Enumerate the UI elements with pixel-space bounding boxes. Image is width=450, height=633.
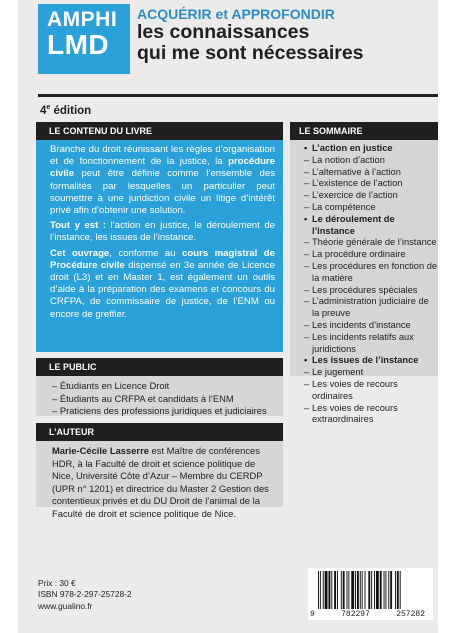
sommaire-item: – Les voies de recours extraordinaires (304, 402, 398, 425)
barcode-bar (351, 571, 354, 609)
author-bio: est Maître de conférences HDR, à la Faculté de droit et science politique de Nice, Université Côte d’Azur – Membre du CERDP (UPR n° 1201) et directrice du Master 2 Gestion des contentieux privés et du DU Droit de l’animal de la Faculté de droit et science politique de Nice. (52, 445, 269, 519)
barcode-bar (395, 571, 396, 609)
barcode-bar (397, 571, 399, 609)
auteur-body (36, 441, 283, 519)
header-subtitle: ACQUÉRIR et APPROFONDIR (137, 6, 335, 22)
sommaire-heading: LE SOMMAIRE (290, 122, 438, 140)
sommaire-item: – La notion d’action (304, 154, 385, 165)
barcode-bar (371, 571, 372, 609)
sommaire-item: – Les incidents relatifs aux juridictions (304, 331, 414, 354)
public-heading: LE PUBLIC (36, 358, 283, 376)
barcode-bar (374, 571, 375, 609)
barcode-bars (308, 568, 433, 610)
edition-label: 4e édition (40, 104, 92, 117)
sommaire-item: – Les incidents d’instance (304, 319, 411, 330)
website-link[interactable]: www.gualino.fr (38, 600, 93, 611)
barcode-digits: 9 782297 257282 (310, 610, 425, 619)
barcode-bar (400, 571, 401, 609)
barcode-bar (355, 571, 356, 609)
barcode-bar (390, 571, 392, 609)
sommaire-item: – L’existence de l’action (304, 178, 403, 189)
brand-line2: LMD (47, 29, 110, 60)
sommaire-item: – Les voies de recours ordinaires (304, 378, 398, 401)
header-title-line2: qui me sont nécessaires (137, 42, 364, 64)
barcode-bar (388, 571, 389, 609)
header-rule (38, 94, 438, 97)
brand-logo (38, 4, 130, 74)
sommaire-item: – L’alternative à l’action (304, 166, 401, 177)
sommaire-item: – Théorie générale de l’instance (304, 237, 437, 248)
back-cover (18, 0, 438, 633)
author-name: Marie-Cécile Lasserre (52, 445, 149, 456)
barcode (308, 568, 433, 620)
sommaire-item: – Les procédures en fonction de la matière (304, 260, 438, 283)
barcode-bar (325, 571, 328, 609)
sommaire-item: – La compétence (304, 201, 376, 212)
footer-info (38, 578, 132, 612)
barcode-bar (357, 571, 359, 609)
contenu-paragraph-3: Cet ouvrage, conforme au cours magistral de Procédure civile dispensé en 3e année de Licence droit (L3) et en Master 1, est également un outils d’aide à la préparation des examens et concours du CRFPA, de commissaire de justice, de l’ENM ou encore de greffier. (50, 247, 275, 320)
header-title-line1: les connaissances (137, 21, 310, 43)
barcode-bar (331, 571, 332, 609)
barcode-bar (320, 571, 321, 609)
barcode-bar (365, 571, 366, 609)
sommaire-item: • Les issues de l’instance (304, 355, 419, 366)
barcode-bar (337, 571, 338, 609)
brand-line1: AMPHI (47, 8, 118, 31)
auteur-heading: L’AUTEUR (36, 423, 283, 441)
barcode-bar (347, 571, 348, 609)
sommaire-item: • Le déroulement de l’instance (304, 213, 395, 236)
sommaire-item: • L’action en justice (304, 143, 393, 153)
sommaire-item: – La procédure ordinaire (304, 249, 406, 260)
barcode-bar (334, 571, 336, 609)
sommaire-item: – Les procédures spéciales (304, 284, 418, 295)
contenu-paragraph-2: Tout y est : l’action en justice, le déroulement de l’instance, les issues de l’instance. (50, 220, 275, 244)
barcode-bar (341, 571, 342, 609)
header-text (137, 6, 437, 64)
contenu-heading: LE CONTENU DU LIVRE (36, 122, 283, 140)
barcode-bar (384, 571, 385, 609)
public-item: – Étudiants au CRFPA et candidats à l’ENM (52, 392, 234, 404)
contenu-paragraph-1: Branche du droit réunissant les règles d’organisation et de fonctionnement de la justice, la procédure civile peut être définie comme l’ensemble des formalités par lesquelles un particulier peut soumettre à une juridiction civile un litige d’intérêt privé afin d’obtenir une solution. (50, 144, 275, 217)
barcode-bar (380, 571, 382, 609)
public-body (36, 376, 283, 416)
sommaire-item: – L’administration judiciaire de la preuve (304, 296, 429, 319)
barcode-bar (368, 571, 370, 609)
barcode-bar (376, 571, 379, 609)
barcode-bar (343, 571, 345, 609)
sommaire-item: – Le jugement (304, 367, 364, 378)
barcode-bar (318, 571, 319, 609)
price-label: Prix : 30 € (38, 578, 76, 588)
barcode-bar (362, 571, 363, 609)
sommaire-item: – L’exercice de l’action (304, 190, 398, 201)
public-item: – Étudiants en Licence Droit (52, 380, 170, 391)
sommaire-list (290, 140, 438, 425)
barcode-bar (323, 571, 324, 609)
contenu-body (36, 140, 283, 352)
barcode-bar (360, 571, 361, 609)
barcode-bar (348, 571, 349, 609)
barcode-bar (328, 571, 330, 609)
barcode-bar (385, 571, 386, 609)
public-item: – Praticiens des professions juridiques et judiciaires (52, 405, 267, 416)
isbn-label: ISBN 978-2-297-25728-2 (38, 589, 132, 600)
